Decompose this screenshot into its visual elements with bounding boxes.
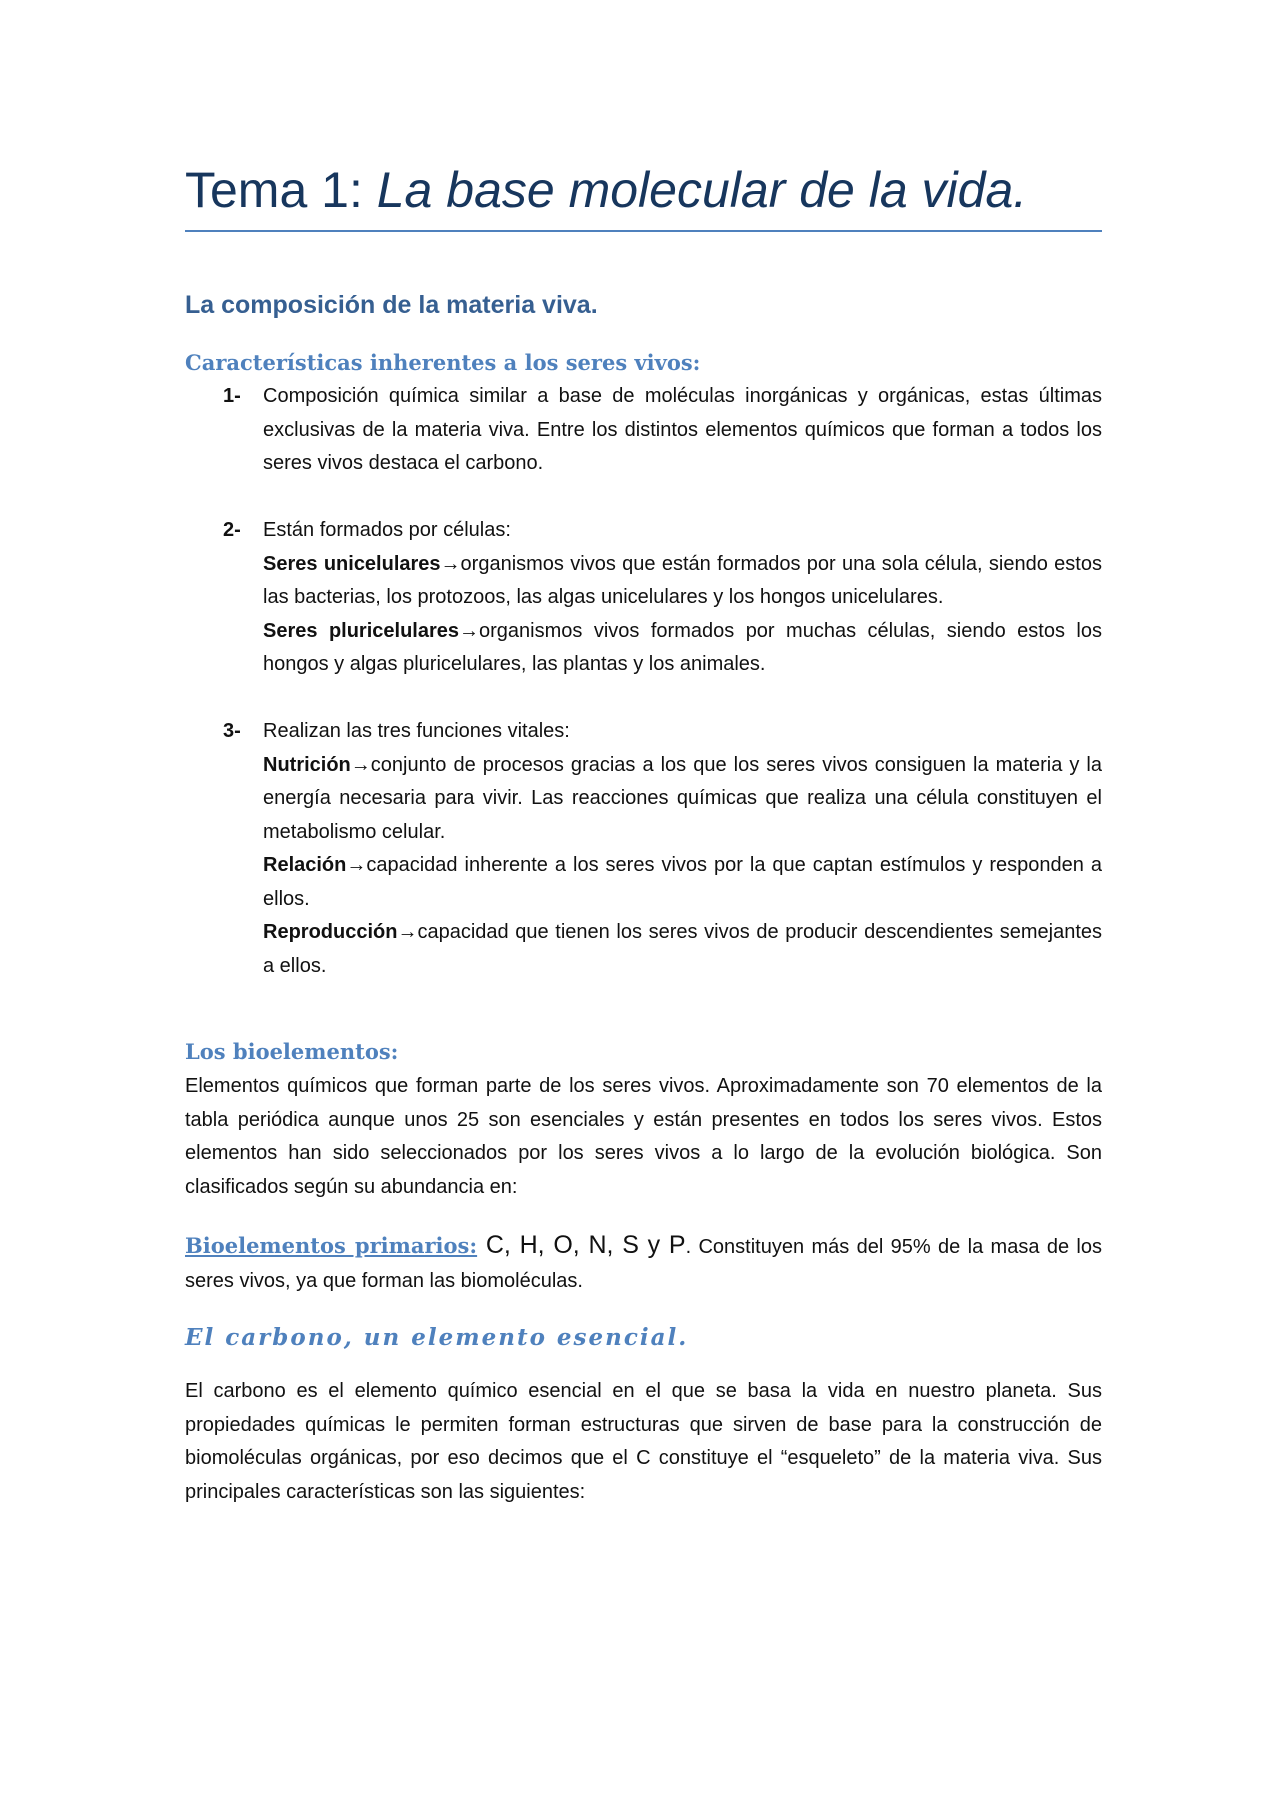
document-title	[185, 158, 1102, 222]
arrow-icon: →	[346, 854, 367, 876]
bioelementos-primarios-link[interactable]: Bioelementos primarios:	[185, 1233, 478, 1258]
definition-text: organismos vivos que están formados por una sola célula, siendo estos las bacterias, los protozoos, las algas unicelulares y los hongos unicelulares.	[263, 552, 1102, 608]
definition-relacion	[263, 849, 1102, 916]
list-item-number: 2-	[223, 519, 241, 541]
arrow-icon: →	[350, 753, 371, 776]
primarios-elements: C, H, O, N, S y P	[477, 1231, 686, 1259]
list-item-number: 1-	[223, 385, 241, 407]
definition-nutricion	[263, 749, 1102, 850]
primarios-text: . Constituyen más del 95% de la masa de los seres vivos, ya que forman las biomoléculas.	[185, 1236, 1102, 1292]
definition-reproduccion	[263, 916, 1102, 983]
list-item-intro: Están formados por células:	[263, 519, 511, 541]
definition-term: Relación	[263, 854, 347, 876]
list-item	[185, 715, 1102, 983]
caracteristicas-list	[185, 380, 1102, 983]
subheading-caracteristicas: Características inherentes a los seres vivos:	[185, 350, 701, 375]
arrow-icon: →	[397, 921, 418, 943]
definition-text: capacidad que tienen los seres vivos de producir descendientes semejantes a ellos.	[263, 921, 1102, 977]
subheading-bioelementos: Los bioelementos:	[185, 1039, 399, 1064]
bioelementos-primarios-paragraph	[185, 1229, 1102, 1298]
list-item-text: Composición química similar a base de moléculas inorgánicas y orgánicas, estas últimas exclusivas de la materia viva. Entre los distintos elementos químicos que forman a todos los seres vivos destaca el carbono.	[263, 385, 1102, 474]
definition-term: Seres unicelulares	[263, 552, 441, 575]
list-item	[185, 380, 1102, 481]
definition-term: Seres pluricelulares	[263, 619, 460, 642]
title-prefix: Tema 1:	[185, 162, 377, 218]
definition-text: organismos vivos formados por muchas células, siendo estos los hongos y algas pluricelulares, las plantas y los animales.	[263, 619, 1103, 675]
definition-text: capacidad inherente a los seres vivos por la que captan estímulos y responden a ellos.	[263, 854, 1102, 910]
section-heading-composicion: La composición de la materia viva.	[185, 291, 598, 319]
list-item-intro: Realizan las tres funciones vitales:	[263, 720, 570, 742]
carbono-paragraph: El carbono es el elemento químico esencial en el que se basa la vida en nuestro planeta. Sus propiedades químicas le permiten forman estructuras que sirven de base para la construcción de biomoléculas orgánicas, por eso decimos que el C constituye el “esqueleto” de la materia viva. Sus principales características son las siguientes:	[185, 1380, 1102, 1503]
bioelementos-paragraph: Elementos químicos que forman parte de los seres vivos. Aproximadamente son 70 elementos de la tabla periódica aunque unos 25 son esenciales y están presentes en todos los seres vivos. Estos elementos han sido seleccionados por los seres vivos a lo largo de la evolución biológica. Son clasificados según su abundancia en:	[185, 1075, 1102, 1198]
title-underline	[185, 230, 1102, 232]
arrow-icon: →	[459, 619, 480, 642]
definition-unicelulares	[263, 548, 1102, 615]
definition-text: conjunto de procesos gracias a los que los seres vivos consiguen la materia y la energía necesaria para vivir. Las reacciones químicas que realiza una célula constituyen el metabolismo celular.	[263, 753, 1102, 843]
definition-pluricelulares	[263, 615, 1102, 682]
definition-term: Reproducción	[263, 921, 398, 943]
definition-term: Nutrición	[263, 753, 351, 776]
list-item	[185, 514, 1102, 682]
arrow-icon: →	[440, 552, 461, 575]
subheading-carbono: El carbono, un elemento esencial.	[185, 1324, 689, 1351]
list-item-number: 3-	[223, 720, 241, 742]
title-italic: La base molecular de la vida.	[376, 162, 1028, 218]
